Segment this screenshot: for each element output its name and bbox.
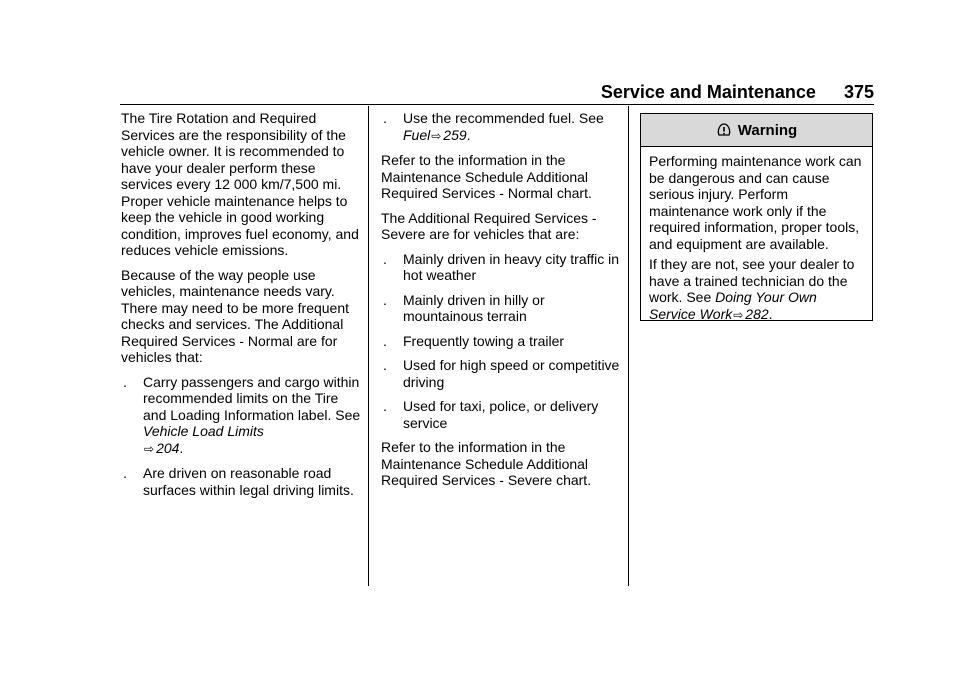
bullet-symbol: . <box>123 465 127 481</box>
list-item: . Carry passengers and cargo within recommended limits on the Tire and Loading Information label. See Vehicle Load Limits ⇨ 204. <box>123 373 361 456</box>
bullet-symbol: . <box>383 250 387 267</box>
bullet-symbol: . <box>383 398 387 414</box>
paragraph: Refer to the information in the Maintenance Schedule Additional Required Services - Normal chart. <box>381 152 592 201</box>
page-header <box>0 82 874 103</box>
paragraph: The Tire Rotation and Required Services are the responsibility of the vehicle owner. It is recommended to have your dealer perform these services every 12 000 km/7,500 mi. Proper vehicle maintenance helps to keep the vehicle in good working condition, improves fuel economy, and reduces vehicle emissions. <box>121 110 359 258</box>
list-item: . Are driven on reasonable road surfaces within legal driving limits. <box>123 465 354 498</box>
header-rule <box>120 104 874 105</box>
page-reference-icon: ⇨ <box>431 128 442 143</box>
page-reference-number[interactable]: 259 <box>443 126 467 143</box>
section-title: Service and Maintenance <box>600 82 816 102</box>
cross-reference-link[interactable]: Fuel <box>403 126 431 143</box>
list-item: . Mainly driven in hilly or mountainous terrain <box>383 291 545 324</box>
column-divider-1 <box>368 106 369 586</box>
list-item: . Used for high speed or competitive driving <box>383 357 620 390</box>
paragraph: The Additional Required Services - Severe are for vehicles that are: <box>381 209 597 242</box>
page-reference-icon: ⇨ <box>733 307 744 322</box>
page-number: 375 <box>843 82 874 102</box>
list-item: . Used for taxi, police, or delivery service <box>383 398 599 431</box>
column-2 <box>381 110 621 497</box>
bullet-symbol: . <box>383 110 387 126</box>
bullet-symbol: . <box>383 357 387 373</box>
paragraph: Because of the way people use vehicles, maintenance needs vary. There may need to be more frequent checks and services. The Additional Required Services - Normal are for vehicles that: <box>121 266 350 365</box>
cross-reference-link[interactable]: Vehicle Load Limits <box>143 423 264 439</box>
warning-box <box>640 113 873 321</box>
warning-title: Warning <box>737 121 798 139</box>
paragraph: Performing maintenance work can be dangerous and can cause serious injury. Perform maintenance work only if the required information, proper tools, and equipment are available. <box>649 153 862 252</box>
paragraph: Refer to the information in the Maintenance Schedule Additional Required Services - Severe chart. <box>381 439 592 488</box>
paragraph: If they are not, see your dealer to have a trained technician do the work. See Doing Your Own Service Work⇨ 282. <box>649 256 855 322</box>
bullet-symbol: . <box>123 373 127 390</box>
warning-symbol-icon <box>716 122 732 138</box>
list-item: . Frequently towing a trailer <box>383 332 565 349</box>
cross-reference-link[interactable]: Doing Your Own Service Work <box>649 289 817 322</box>
bullet-symbol: . <box>383 291 387 308</box>
bullet-symbol: . <box>383 332 387 349</box>
list-item: . Use the recommended fuel. See Fuel⇨ 259. <box>383 110 604 143</box>
page-reference-number[interactable]: 282 <box>745 305 769 322</box>
column-1 <box>121 110 361 506</box>
page-reference-icon: ⇨ <box>144 441 155 456</box>
page-reference-number[interactable]: 204 <box>156 439 180 456</box>
column-divider-2 <box>628 106 629 586</box>
list-item: . Mainly driven in heavy city traffic in hot weather <box>383 250 620 283</box>
warning-body <box>641 147 872 323</box>
warning-header <box>641 114 872 147</box>
